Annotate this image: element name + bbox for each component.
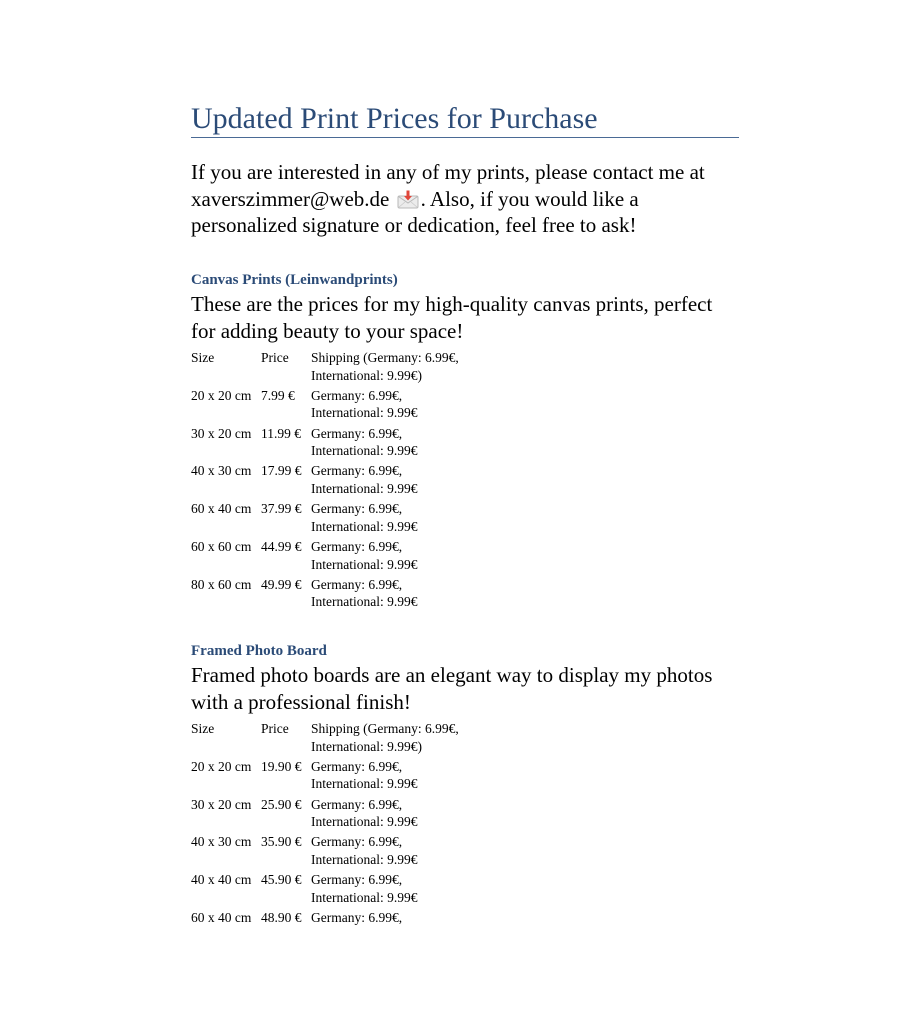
table-row: [191, 425, 491, 463]
shipping-germany: Germany: 6.99€,: [311, 463, 403, 479]
section-heading: Canvas Prints (Leinwandprints): [191, 272, 398, 288]
price-cell: 37.99 €: [261, 501, 302, 517]
shipping-germany: Germany: 6.99€,: [311, 387, 403, 403]
size-cell: 60 x 40 cm: [191, 501, 252, 517]
table-row: [191, 758, 491, 796]
shipping-cell: [311, 796, 491, 834]
price-cell: 48.90 €: [261, 909, 302, 925]
shipping-cell: [311, 425, 491, 463]
size-cell: 30 x 20 cm: [191, 796, 252, 812]
envelope-with-arrow-icon: [397, 190, 419, 209]
page-title: Updated Print Prices for Purchase: [191, 102, 598, 135]
intro-text-start: If you are interested in any of my prints, please contact me at: [191, 160, 705, 184]
price-cell: 25.90 €: [261, 796, 302, 812]
section-canvas-prints: [191, 269, 741, 613]
price-cell: 44.99 €: [261, 538, 302, 554]
table-row: [191, 796, 491, 834]
shipping-germany: Germany: 6.99€,: [311, 796, 403, 812]
price-table: [191, 349, 491, 613]
intro-text-end: . Also, if you would like a personalized signature or dedication, feel free to ask!: [191, 186, 639, 237]
email-address[interactable]: xaverszimmer@web.de: [191, 186, 390, 211]
section-heading: Framed Photo Board: [191, 643, 327, 659]
size-cell: 30 x 20 cm: [191, 425, 252, 441]
price-cell: 19.90 €: [261, 758, 302, 774]
table-row: [191, 538, 491, 576]
column-header-size: Size: [191, 350, 215, 365]
title-underline: [191, 137, 739, 138]
section-framed-photo-board: [191, 640, 741, 929]
shipping-international: International: 9.99€: [311, 480, 418, 496]
intro-paragraph: [191, 159, 741, 239]
shipping-germany: Germany: 6.99€,: [311, 425, 403, 441]
shipping-international: International: 9.99€: [311, 776, 418, 792]
price-cell: 11.99 €: [261, 425, 301, 441]
shipping-germany: Germany: 6.99€,: [311, 872, 403, 888]
column-header-shipping: Shipping (Germany: 6.99€, International: 9.99€): [311, 350, 459, 383]
shipping-germany: Germany: 6.99€,: [311, 909, 403, 925]
size-cell: 40 x 30 cm: [191, 463, 252, 479]
column-header-price: Price: [261, 350, 289, 365]
table-row: [191, 387, 491, 425]
column-header-price: Price: [261, 721, 289, 736]
shipping-cell: [311, 387, 491, 425]
shipping-cell: [311, 909, 491, 929]
shipping-germany: Germany: 6.99€,: [311, 758, 403, 774]
shipping-international: International: 9.99€: [311, 405, 418, 421]
size-cell: 60 x 60 cm: [191, 538, 252, 554]
table-header-row: [191, 349, 491, 387]
price-cell: 35.90 €: [261, 834, 302, 850]
price-cell: 45.90 €: [261, 872, 302, 888]
shipping-cell: [311, 462, 491, 500]
price-cell: 17.99 €: [261, 463, 302, 479]
shipping-international: International: 9.99€: [311, 851, 418, 867]
shipping-international: International: 9.99€: [311, 889, 418, 905]
shipping-international: International: 9.99€: [311, 814, 418, 830]
shipping-international: International: 9.99€: [311, 556, 418, 572]
shipping-cell: [311, 576, 491, 614]
shipping-cell: [311, 758, 491, 796]
shipping-germany: Germany: 6.99€,: [311, 538, 403, 554]
price-cell: 49.99 €: [261, 576, 302, 592]
shipping-germany: Germany: 6.99€,: [311, 834, 403, 850]
size-cell: 60 x 40 cm: [191, 909, 252, 925]
size-cell: 20 x 20 cm: [191, 758, 252, 774]
shipping-international: International: 9.99€: [311, 518, 418, 534]
shipping-international: International: 9.99€: [311, 594, 418, 610]
column-header-shipping: Shipping (Germany: 6.99€, International: 9.99€): [311, 721, 459, 754]
table-row: [191, 909, 491, 929]
table-header-row: [191, 720, 491, 758]
shipping-germany: Germany: 6.99€,: [311, 501, 403, 517]
table-row: [191, 462, 491, 500]
column-header-size: Size: [191, 721, 215, 736]
price-cell: 7.99 €: [261, 387, 295, 403]
size-cell: 40 x 40 cm: [191, 872, 252, 888]
table-row: [191, 576, 491, 614]
table-row: [191, 871, 491, 909]
table-row: [191, 500, 491, 538]
shipping-cell: [311, 833, 491, 871]
size-cell: 80 x 60 cm: [191, 576, 252, 592]
section-description: These are the prices for my high-quality canvas prints, perfect for adding beauty to your space!: [191, 292, 713, 343]
section-description: Framed photo boards are an elegant way to display my photos with a professional finish!: [191, 663, 713, 714]
size-cell: 40 x 30 cm: [191, 834, 252, 850]
table-row: [191, 833, 491, 871]
price-table: [191, 720, 491, 929]
shipping-cell: [311, 500, 491, 538]
shipping-international: International: 9.99€: [311, 443, 418, 459]
shipping-cell: [311, 538, 491, 576]
shipping-cell: [311, 871, 491, 909]
size-cell: 20 x 20 cm: [191, 387, 252, 403]
shipping-germany: Germany: 6.99€,: [311, 576, 403, 592]
